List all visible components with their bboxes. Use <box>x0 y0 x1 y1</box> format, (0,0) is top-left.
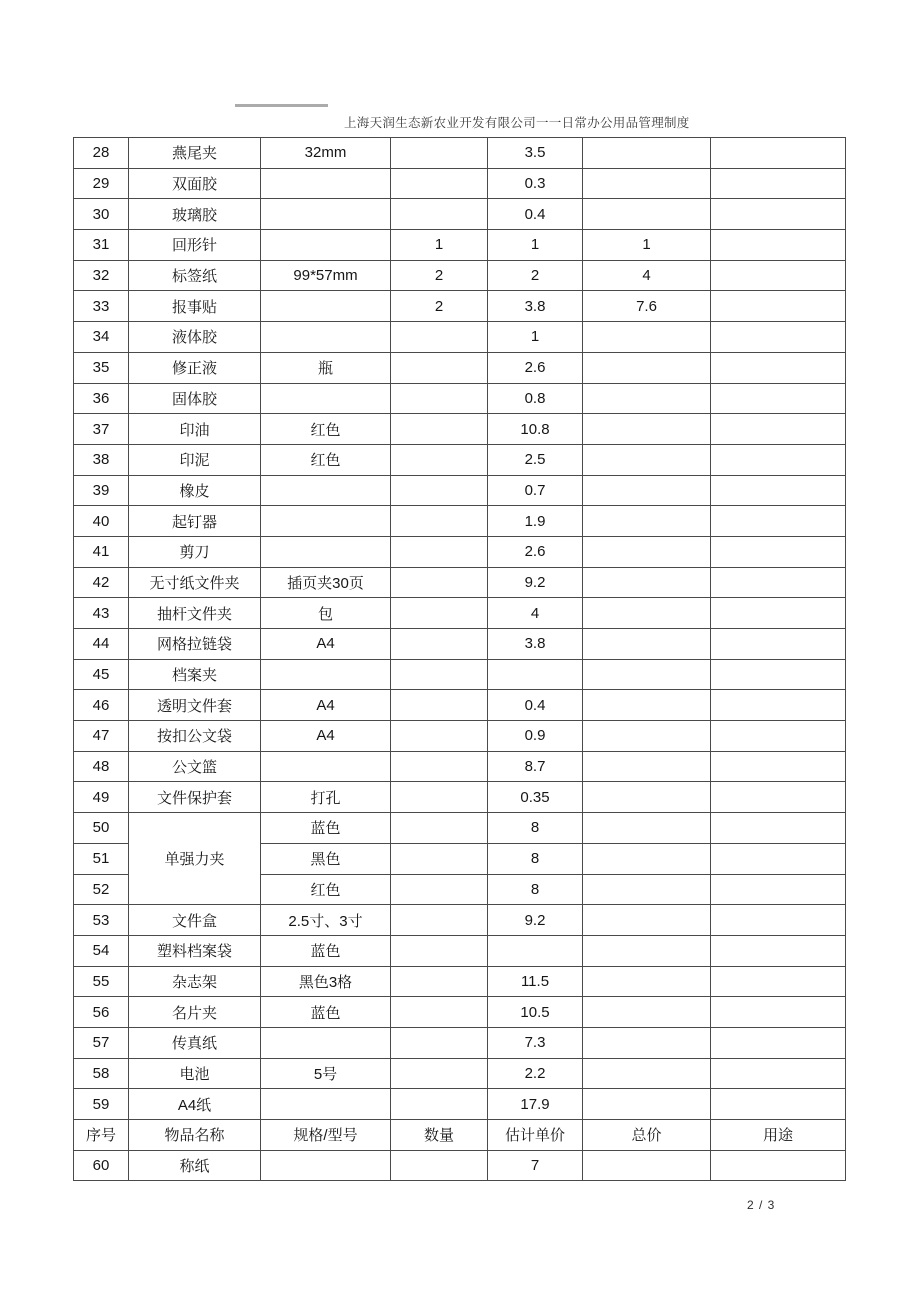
cell-quantity <box>391 383 488 414</box>
table-row <box>74 1150 846 1181</box>
cell-unit-price: 10.5 <box>488 997 583 1028</box>
cell-total-price <box>583 874 711 905</box>
cell-item-name: 称纸 <box>129 1150 261 1181</box>
cell-total-price <box>583 751 711 782</box>
cell-purpose <box>711 1150 846 1181</box>
cell-item-name: 剪刀 <box>129 536 261 567</box>
cell-index: 45 <box>74 659 129 690</box>
cell-unit-price: 0.3 <box>488 168 583 199</box>
cell-purpose <box>711 444 846 475</box>
cell-spec-model: 2.5寸、3寸 <box>261 905 391 936</box>
cell-total-price <box>583 322 711 353</box>
cell-purpose <box>711 567 846 598</box>
cell-index: 43 <box>74 598 129 629</box>
table-row <box>74 230 846 261</box>
cell-total-price <box>583 383 711 414</box>
table-row <box>74 199 846 230</box>
cell-total-price <box>583 475 711 506</box>
cell-item-name: 修正液 <box>129 352 261 383</box>
cell-purpose <box>711 1058 846 1089</box>
cell-total-price <box>583 659 711 690</box>
cell-spec-model <box>261 291 391 322</box>
cell-unit-price <box>488 935 583 966</box>
table-row <box>74 813 846 844</box>
cell-purpose <box>711 506 846 537</box>
cell-total-price <box>583 935 711 966</box>
table-row <box>74 383 846 414</box>
cell-index: 47 <box>74 721 129 752</box>
cell-total-price <box>583 997 711 1028</box>
cell-spec-model <box>261 1089 391 1120</box>
table-row <box>74 475 846 506</box>
cell-purpose <box>711 598 846 629</box>
cell-purpose <box>711 383 846 414</box>
cell-index: 50 <box>74 813 129 844</box>
cell-total-price <box>583 352 711 383</box>
cell-unit-price: 8 <box>488 843 583 874</box>
table-row <box>74 322 846 353</box>
cell-quantity <box>391 168 488 199</box>
cell-spec-model <box>261 1150 391 1181</box>
table-row <box>74 138 846 169</box>
cell-quantity <box>391 322 488 353</box>
cell-item-name: 橡皮 <box>129 475 261 506</box>
cell-unit-price: 2 <box>488 260 583 291</box>
cell-purpose <box>711 690 846 721</box>
table-row <box>74 567 846 598</box>
cell-quantity <box>391 721 488 752</box>
cell-purpose <box>711 843 846 874</box>
cell-purpose <box>711 168 846 199</box>
cell-index: 32 <box>74 260 129 291</box>
cell-index: 33 <box>74 291 129 322</box>
cell-total-price <box>583 813 711 844</box>
cell-unit-price: 0.35 <box>488 782 583 813</box>
cell-item-name: 文件保护套 <box>129 782 261 813</box>
cell-spec-model <box>261 751 391 782</box>
page-number: 2 / 3 <box>747 1198 776 1212</box>
cell-item-name: 杂志架 <box>129 966 261 997</box>
table-row <box>74 1089 846 1120</box>
cell-item-name: 无寸纸文件夹 <box>129 567 261 598</box>
cell-total-price <box>583 1027 711 1058</box>
cell-quantity: 1 <box>391 230 488 261</box>
cell-quantity <box>391 1089 488 1120</box>
table-row <box>74 782 846 813</box>
cell-item-name: 网格拉链袋 <box>129 629 261 660</box>
cell-quantity <box>391 843 488 874</box>
cell-item-name: 燕尾夹 <box>129 138 261 169</box>
cell-total-price <box>583 444 711 475</box>
cell-index: 38 <box>74 444 129 475</box>
cell-index: 48 <box>74 751 129 782</box>
table-row <box>74 997 846 1028</box>
cell-unit-price: 0.8 <box>488 383 583 414</box>
cell-spec-model: 蓝色 <box>261 813 391 844</box>
cell-index: 59 <box>74 1089 129 1120</box>
cell-item-name: A4纸 <box>129 1089 261 1120</box>
cell-total-price <box>583 536 711 567</box>
cell-purpose <box>711 813 846 844</box>
cell-spec-model: 蓝色 <box>261 997 391 1028</box>
cell-total-price <box>583 1058 711 1089</box>
cell-unit-price: 2.2 <box>488 1058 583 1089</box>
table-row <box>74 1027 846 1058</box>
cell-unit-price: 3.8 <box>488 291 583 322</box>
cell-item-name: 双面胶 <box>129 168 261 199</box>
cell-spec-model: 99*57mm <box>261 260 391 291</box>
cell-purpose <box>711 782 846 813</box>
table-row <box>74 966 846 997</box>
cell-quantity <box>391 1058 488 1089</box>
cell-unit-price: 7.3 <box>488 1027 583 1058</box>
cell-item-name: 公文篮 <box>129 751 261 782</box>
cell-quantity <box>391 567 488 598</box>
cell-unit-price: 17.9 <box>488 1089 583 1120</box>
cell-spec-model <box>261 1027 391 1058</box>
cell-total-price: 4 <box>583 260 711 291</box>
cell-spec-model: 插页夹30页 <box>261 567 391 598</box>
cell-index: 56 <box>74 997 129 1028</box>
cell-total-price <box>583 598 711 629</box>
cell-quantity <box>391 659 488 690</box>
column-header-index: 序号 <box>74 1120 129 1151</box>
table-row <box>74 168 846 199</box>
cell-index: 60 <box>74 1150 129 1181</box>
cell-item-name: 报事贴 <box>129 291 261 322</box>
cell-unit-price: 11.5 <box>488 966 583 997</box>
cell-unit-price: 9.2 <box>488 567 583 598</box>
cell-total-price: 1 <box>583 230 711 261</box>
cell-index: 41 <box>74 536 129 567</box>
cell-purpose <box>711 1089 846 1120</box>
cell-quantity <box>391 997 488 1028</box>
cell-total-price <box>583 721 711 752</box>
cell-index: 49 <box>74 782 129 813</box>
cell-unit-price: 2.5 <box>488 444 583 475</box>
cell-index: 36 <box>74 383 129 414</box>
cell-purpose <box>711 629 846 660</box>
table-row <box>74 905 846 936</box>
cell-spec-model: A4 <box>261 721 391 752</box>
cell-item-name: 电池 <box>129 1058 261 1089</box>
cell-unit-price: 7 <box>488 1150 583 1181</box>
cell-unit-price: 0.4 <box>488 690 583 721</box>
cell-spec-model <box>261 168 391 199</box>
cell-purpose <box>711 751 846 782</box>
cell-index: 37 <box>74 414 129 445</box>
cell-spec-model: 红色 <box>261 874 391 905</box>
cell-item-name: 按扣公文袋 <box>129 721 261 752</box>
table-header-row <box>74 1120 846 1151</box>
cell-purpose <box>711 536 846 567</box>
cell-total-price <box>583 782 711 813</box>
cell-item-name: 印油 <box>129 414 261 445</box>
cell-quantity: 2 <box>391 260 488 291</box>
column-header-unit-price: 估计单价 <box>488 1120 583 1151</box>
cell-index: 40 <box>74 506 129 537</box>
cell-spec-model <box>261 659 391 690</box>
cell-purpose <box>711 721 846 752</box>
cell-quantity <box>391 629 488 660</box>
cell-quantity <box>391 506 488 537</box>
cell-spec-model <box>261 536 391 567</box>
column-header-spec-model: 规格/型号 <box>261 1120 391 1151</box>
table-row <box>74 690 846 721</box>
cell-unit-price: 0.4 <box>488 199 583 230</box>
cell-total-price <box>583 690 711 721</box>
cell-index: 31 <box>74 230 129 261</box>
cell-quantity <box>391 536 488 567</box>
cell-item-name: 文件盒 <box>129 905 261 936</box>
cell-total-price <box>583 414 711 445</box>
cell-index: 34 <box>74 322 129 353</box>
cell-index: 28 <box>74 138 129 169</box>
cell-purpose <box>711 475 846 506</box>
cell-item-name: 透明文件套 <box>129 690 261 721</box>
table-row <box>74 721 846 752</box>
cell-spec-model: 打孔 <box>261 782 391 813</box>
cell-unit-price: 0.7 <box>488 475 583 506</box>
cell-quantity <box>391 1027 488 1058</box>
cell-spec-model <box>261 199 391 230</box>
cell-item-name: 抽杆文件夹 <box>129 598 261 629</box>
cell-unit-price: 2.6 <box>488 352 583 383</box>
cell-unit-price: 1 <box>488 322 583 353</box>
cell-item-name: 单强力夹 <box>129 813 261 905</box>
cell-spec-model: A4 <box>261 690 391 721</box>
cell-index: 55 <box>74 966 129 997</box>
cell-total-price <box>583 966 711 997</box>
cell-unit-price: 3.5 <box>488 138 583 169</box>
column-header-item-name: 物品名称 <box>129 1120 261 1151</box>
cell-spec-model <box>261 475 391 506</box>
table-row <box>74 1058 846 1089</box>
cell-purpose <box>711 935 846 966</box>
cell-unit-price: 1 <box>488 230 583 261</box>
cell-unit-price: 0.9 <box>488 721 583 752</box>
cell-purpose <box>711 997 846 1028</box>
cell-spec-model <box>261 506 391 537</box>
cell-spec-model: 包 <box>261 598 391 629</box>
cell-unit-price: 1.9 <box>488 506 583 537</box>
table-row <box>74 536 846 567</box>
office-supplies-table <box>73 137 846 1181</box>
cell-quantity <box>391 598 488 629</box>
cell-unit-price: 8 <box>488 813 583 844</box>
cell-unit-price: 2.6 <box>488 536 583 567</box>
cell-item-name: 印泥 <box>129 444 261 475</box>
cell-purpose <box>711 905 846 936</box>
cell-purpose <box>711 659 846 690</box>
cell-purpose <box>711 138 846 169</box>
column-header-total-price: 总价 <box>583 1120 711 1151</box>
cell-spec-model: 黑色3格 <box>261 966 391 997</box>
cell-spec-model <box>261 322 391 353</box>
cell-quantity <box>391 782 488 813</box>
cell-spec-model: 红色 <box>261 414 391 445</box>
cell-index: 42 <box>74 567 129 598</box>
table-row <box>74 291 846 322</box>
table-row <box>74 352 846 383</box>
cell-item-name: 玻璃胶 <box>129 199 261 230</box>
cell-purpose <box>711 199 846 230</box>
document-header-title: 上海天润生态新农业开发有限公司一一日常办公用品管理制度 <box>344 116 690 130</box>
cell-total-price <box>583 567 711 598</box>
cell-item-name: 起钉器 <box>129 506 261 537</box>
table-row <box>74 444 846 475</box>
cell-index: 52 <box>74 874 129 905</box>
cell-unit-price: 10.8 <box>488 414 583 445</box>
cell-unit-price: 9.2 <box>488 905 583 936</box>
cell-index: 58 <box>74 1058 129 1089</box>
cell-total-price <box>583 138 711 169</box>
cell-quantity <box>391 813 488 844</box>
cell-quantity: 2 <box>391 291 488 322</box>
cell-quantity <box>391 199 488 230</box>
cell-spec-model: 5号 <box>261 1058 391 1089</box>
cell-spec-model: 32mm <box>261 138 391 169</box>
cell-index: 44 <box>74 629 129 660</box>
cell-quantity <box>391 690 488 721</box>
table-row <box>74 629 846 660</box>
cell-index: 51 <box>74 843 129 874</box>
cell-total-price <box>583 1089 711 1120</box>
cell-item-name: 名片夹 <box>129 997 261 1028</box>
cell-quantity <box>391 444 488 475</box>
cell-purpose <box>711 230 846 261</box>
cell-index: 30 <box>74 199 129 230</box>
cell-index: 35 <box>74 352 129 383</box>
cell-quantity <box>391 935 488 966</box>
cell-spec-model: A4 <box>261 629 391 660</box>
cell-index: 57 <box>74 1027 129 1058</box>
cell-item-name: 塑料档案袋 <box>129 935 261 966</box>
cell-purpose <box>711 874 846 905</box>
cell-quantity <box>391 751 488 782</box>
cell-purpose <box>711 966 846 997</box>
cell-index: 46 <box>74 690 129 721</box>
cell-spec-model: 瓶 <box>261 352 391 383</box>
cell-spec-model: 红色 <box>261 444 391 475</box>
cell-purpose <box>711 322 846 353</box>
cell-total-price <box>583 1150 711 1181</box>
cell-unit-price: 8 <box>488 874 583 905</box>
cell-quantity <box>391 138 488 169</box>
cell-total-price <box>583 905 711 936</box>
cell-unit-price: 8.7 <box>488 751 583 782</box>
table-row <box>74 506 846 537</box>
cell-total-price: 7.6 <box>583 291 711 322</box>
cell-quantity <box>391 414 488 445</box>
column-header-purpose: 用途 <box>711 1120 846 1151</box>
cell-purpose <box>711 414 846 445</box>
cell-item-name: 固体胶 <box>129 383 261 414</box>
cell-total-price <box>583 168 711 199</box>
cell-spec-model: 蓝色 <box>261 935 391 966</box>
cell-index: 29 <box>74 168 129 199</box>
table-row <box>74 659 846 690</box>
table-row <box>74 935 846 966</box>
cell-purpose <box>711 1027 846 1058</box>
table-row <box>74 598 846 629</box>
cell-unit-price: 3.8 <box>488 629 583 660</box>
cell-item-name: 回形针 <box>129 230 261 261</box>
cell-purpose <box>711 352 846 383</box>
cell-purpose <box>711 291 846 322</box>
cell-total-price <box>583 199 711 230</box>
cell-total-price <box>583 629 711 660</box>
cell-quantity <box>391 475 488 506</box>
cell-unit-price <box>488 659 583 690</box>
cell-item-name: 标签纸 <box>129 260 261 291</box>
column-header-quantity: 数量 <box>391 1120 488 1151</box>
cell-item-name: 液体胶 <box>129 322 261 353</box>
cell-quantity <box>391 905 488 936</box>
cell-item-name: 传真纸 <box>129 1027 261 1058</box>
cell-index: 39 <box>74 475 129 506</box>
table-row <box>74 751 846 782</box>
cell-quantity <box>391 352 488 383</box>
cell-purpose <box>711 260 846 291</box>
header-divider-rule <box>235 104 328 107</box>
cell-total-price <box>583 506 711 537</box>
cell-index: 53 <box>74 905 129 936</box>
table-row <box>74 414 846 445</box>
cell-total-price <box>583 843 711 874</box>
cell-spec-model <box>261 230 391 261</box>
table-row <box>74 260 846 291</box>
cell-index: 54 <box>74 935 129 966</box>
cell-unit-price: 4 <box>488 598 583 629</box>
cell-item-name: 档案夹 <box>129 659 261 690</box>
cell-quantity <box>391 1150 488 1181</box>
cell-spec-model <box>261 383 391 414</box>
cell-quantity <box>391 966 488 997</box>
cell-spec-model: 黑色 <box>261 843 391 874</box>
cell-quantity <box>391 874 488 905</box>
